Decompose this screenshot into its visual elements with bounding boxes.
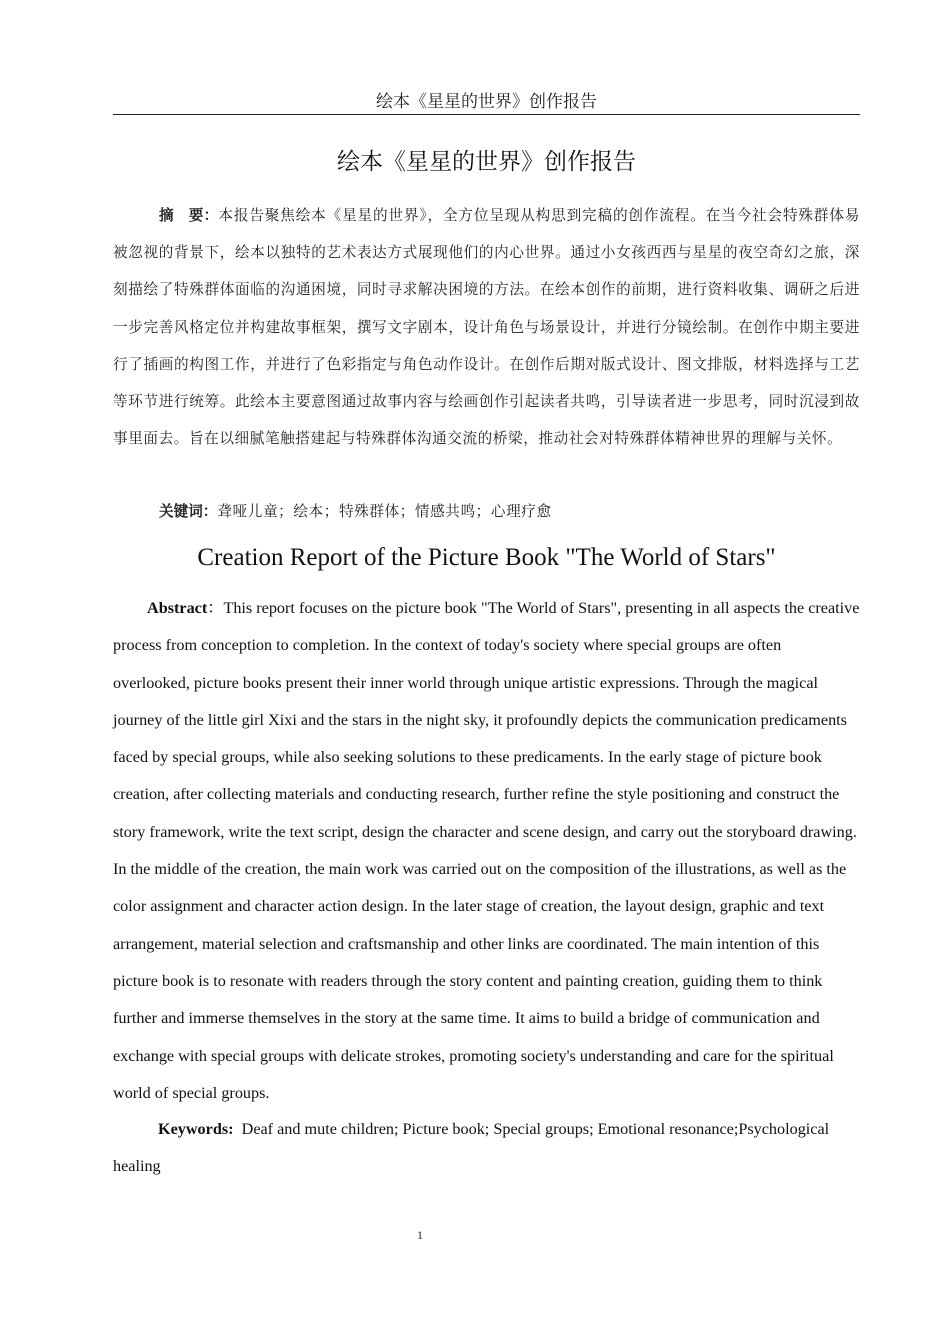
chinese-title: 绘本《星星的世界》创作报告 xyxy=(337,149,636,175)
chinese-keywords-label: 关键词： xyxy=(159,503,218,520)
page-number: 1 xyxy=(417,1228,423,1242)
chinese-keywords xyxy=(113,493,860,530)
english-abstract xyxy=(113,590,860,1112)
english-abstract-text: This report focuses on the picture book "The World of Stars", presenting in all aspects the creative process from conception to completion. In the context of today's society where special groups are often overlooked, picture books present their inner world through unique artistic expressions. Through the magical journey of the little girl Xixi and the stars in the night sky, it profoundly depicts the communication predicaments faced by special groups, while also seeking solutions to these predicaments. In the early stage of picture book creation, after collecting materials and conducting research, further refine the style positioning and construct the story framework, write the text script, design the character and scene design, and carry out the storyboard drawing. In the middle of the creation, the main work was carried out on the composition of the illustrations, as well as the color assignment and character action design. In the later stage of creation, the layout design, graphic and text arrangement, material selection and craftsmanship and other links are coordinated. The main intention of this picture book is to resonate with readers through the story content and painting creation, guiding them to think further and immerse themselves in the story at the same time. It aims to build a bridge of communication and exchange with special groups with delicate strokes, promoting society's understanding and care for the spiritual world of special groups. xyxy=(113,599,860,1102)
english-keywords xyxy=(113,1111,860,1185)
chinese-abstract xyxy=(113,197,860,457)
english-keywords-text: Deaf and mute children; Picture book; Special groups; Emotional resonance;Psychological healing xyxy=(113,1120,830,1175)
english-keywords-label: Keywords: xyxy=(158,1120,234,1138)
english-title: Creation Report of the Picture Book "The World of Stars" xyxy=(197,544,776,571)
english-abstract-colon: ： xyxy=(207,599,224,617)
chinese-abstract-label: 摘 要： xyxy=(159,207,219,224)
chinese-keywords-text: 聋哑儿童；绘本；特殊群体；情感共鸣；心理疗愈 xyxy=(217,503,552,520)
header-divider xyxy=(113,114,860,115)
chinese-abstract-text: 本报告聚焦绘本《星星的世界》，全方位呈现从构思到完稿的创作流程。在当今社会特殊群体易被忽视的背景下，绘本以独特的艺术表达方式展现他们的内心世界。通过小女孩西西与星星的夜空奇幻之旅，深刻描绘了特殊群体面临的沟通困境，同时寻求解决困境的方法。在绘本创作的前期，进行资料收集、调研之后进一步完善风格定位并构建故事框架，撰写文字剧本，设计角色与场景设计，并进行分镜绘制。在创作中期主要进行了插画的构图工作，并进行了色彩指定与角色动作设计。在创作后期对版式设计、图文排版，材料选择与工艺等环节进行统筹。此绘本主要意图通过故事内容与绘画创作引起读者共鸣，引导读者进一步思考，同时沉浸到故事里面去。旨在以细腻笔触搭建起与特殊群体沟通交流的桥梁，推动社会对特殊群体精神世界的理解与关怀。 xyxy=(113,207,860,448)
running-header: 绘本《星星的世界》创作报告 xyxy=(376,92,597,112)
english-abstract-label: Abstract xyxy=(147,599,208,617)
